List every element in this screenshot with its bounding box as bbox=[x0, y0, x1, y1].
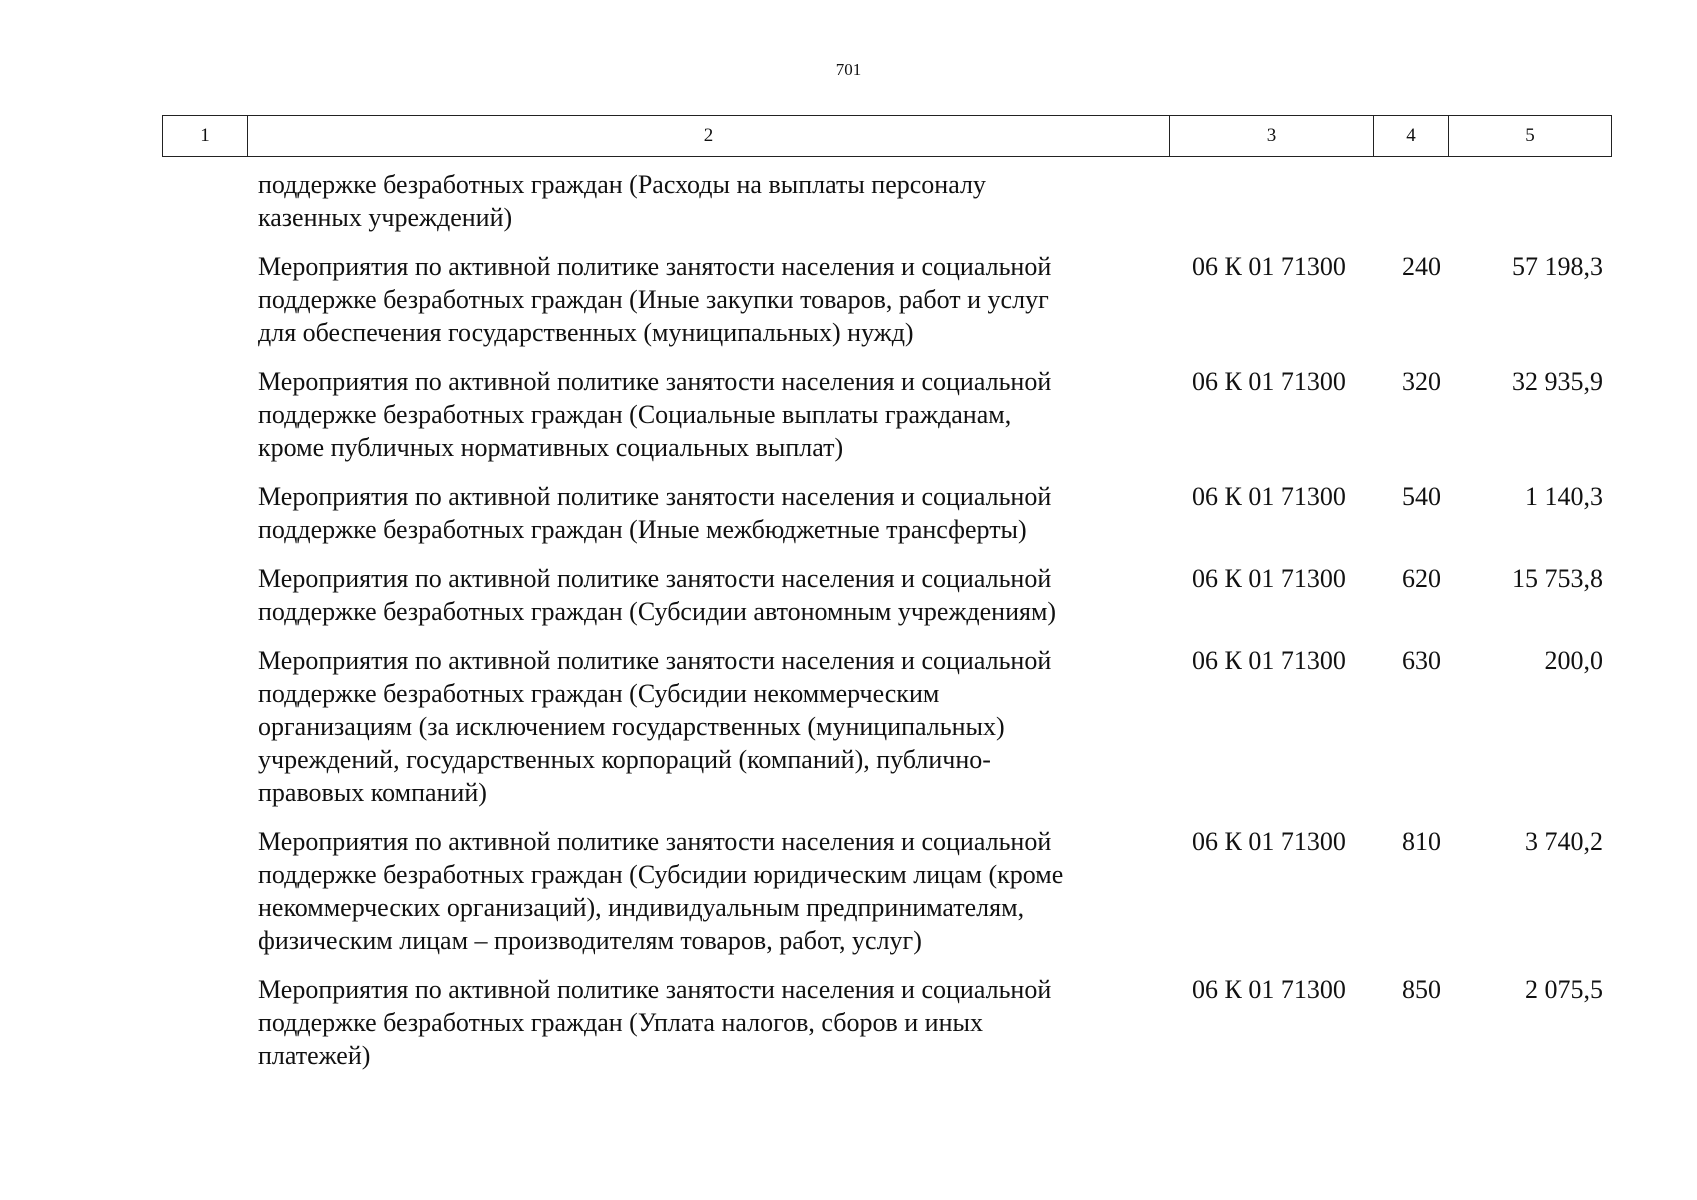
row-index-cell bbox=[162, 562, 258, 628]
row-target-code: 06 К 01 71300 bbox=[1192, 482, 1346, 511]
table-row bbox=[162, 365, 1611, 464]
row-description: Мероприятия по активной политике занятости населения и социальной поддержке безработных граждан (Социальные выплаты гражданам, кроме публичных нормативных социальных выплат) bbox=[258, 367, 1052, 462]
row-index-cell bbox=[162, 480, 258, 546]
row-description: Мероприятия по активной политике занятости населения и социальной поддержке безработных граждан (Иные межбюджетные трансферты) bbox=[258, 482, 1052, 544]
table-row bbox=[162, 250, 1611, 349]
row-expense-type: 540 bbox=[1402, 482, 1441, 511]
row-amount: 1 140,3 bbox=[1525, 482, 1603, 511]
row-expense-type: 240 bbox=[1402, 252, 1441, 281]
row-description: Мероприятия по активной политике занятости населения и социальной поддержке безработных граждан (Субсидии автономным учреждениям) bbox=[258, 564, 1057, 626]
column-header-row bbox=[163, 116, 1612, 157]
budget-table-body bbox=[162, 168, 1611, 1088]
column-header-4: 4 bbox=[1374, 116, 1449, 157]
row-target-code: 06 К 01 71300 bbox=[1192, 252, 1346, 281]
row-amount: 2 075,5 bbox=[1525, 975, 1603, 1004]
row-index-cell bbox=[162, 973, 258, 1072]
table-row bbox=[162, 825, 1611, 957]
table-row bbox=[162, 973, 1611, 1072]
row-index-cell bbox=[162, 250, 258, 349]
column-header-2: 2 bbox=[248, 116, 1170, 157]
row-expense-type: 810 bbox=[1402, 827, 1441, 856]
row-target-code: 06 К 01 71300 bbox=[1192, 367, 1346, 396]
row-amount: 3 740,2 bbox=[1525, 827, 1603, 856]
row-amount: 15 753,8 bbox=[1512, 564, 1603, 593]
row-expense-type: 320 bbox=[1402, 367, 1441, 396]
table-row bbox=[162, 168, 1611, 234]
row-amount: 57 198,3 bbox=[1512, 252, 1603, 281]
table-row bbox=[162, 480, 1611, 546]
row-target-code: 06 К 01 71300 bbox=[1192, 564, 1346, 593]
column-header-3: 3 bbox=[1170, 116, 1374, 157]
row-target-code: 06 К 01 71300 bbox=[1192, 975, 1346, 1004]
table-row bbox=[162, 562, 1611, 628]
row-target-code: 06 К 01 71300 bbox=[1192, 827, 1346, 856]
column-header-5: 5 bbox=[1449, 116, 1612, 157]
row-amount: 32 935,9 bbox=[1512, 367, 1603, 396]
row-description: поддержке безработных граждан (Расходы на выплаты персоналу казенных учреждений) bbox=[258, 170, 986, 232]
row-expense-type: 850 bbox=[1402, 975, 1441, 1004]
row-index-cell bbox=[162, 365, 258, 464]
row-description: Мероприятия по активной политике занятости населения и социальной поддержке безработных граждан (Субсидии юридическим лицам (кроме некоммерческих организаций), индивидуальным предпринимателям, физическим лицам – производителям товаров, работ, услуг) bbox=[258, 827, 1064, 955]
column-header-1: 1 bbox=[163, 116, 248, 157]
row-index-cell bbox=[162, 825, 258, 957]
row-expense-type: 630 bbox=[1402, 646, 1441, 675]
row-target-code: 06 К 01 71300 bbox=[1192, 646, 1346, 675]
row-index-cell bbox=[162, 644, 258, 809]
row-target-code bbox=[1180, 168, 1385, 234]
row-amount bbox=[1458, 168, 1611, 234]
row-expense-type bbox=[1385, 168, 1458, 234]
column-header-table bbox=[162, 115, 1612, 157]
row-description: Мероприятия по активной политике занятости населения и социальной поддержке безработных граждан (Уплата налогов, сборов и иных платежей) bbox=[258, 975, 1052, 1070]
row-amount: 200,0 bbox=[1544, 646, 1603, 675]
page-number: 701 bbox=[835, 60, 862, 79]
row-description: Мероприятия по активной политике занятости населения и социальной поддержке безработных граждан (Иные закупки товаров, работ и услуг для обеспечения государственных (муниципальных) нужд) bbox=[258, 252, 1052, 347]
row-description: Мероприятия по активной политике занятости населения и социальной поддержке безработных граждан (Субсидии некоммерческим организациям (за исключением государственных (муниципальных) учреждений, государственных корпораций (компаний), публично- правовых компаний) bbox=[258, 646, 1052, 807]
row-index-cell bbox=[162, 168, 258, 234]
row-expense-type: 620 bbox=[1402, 564, 1441, 593]
table-row bbox=[162, 644, 1611, 809]
